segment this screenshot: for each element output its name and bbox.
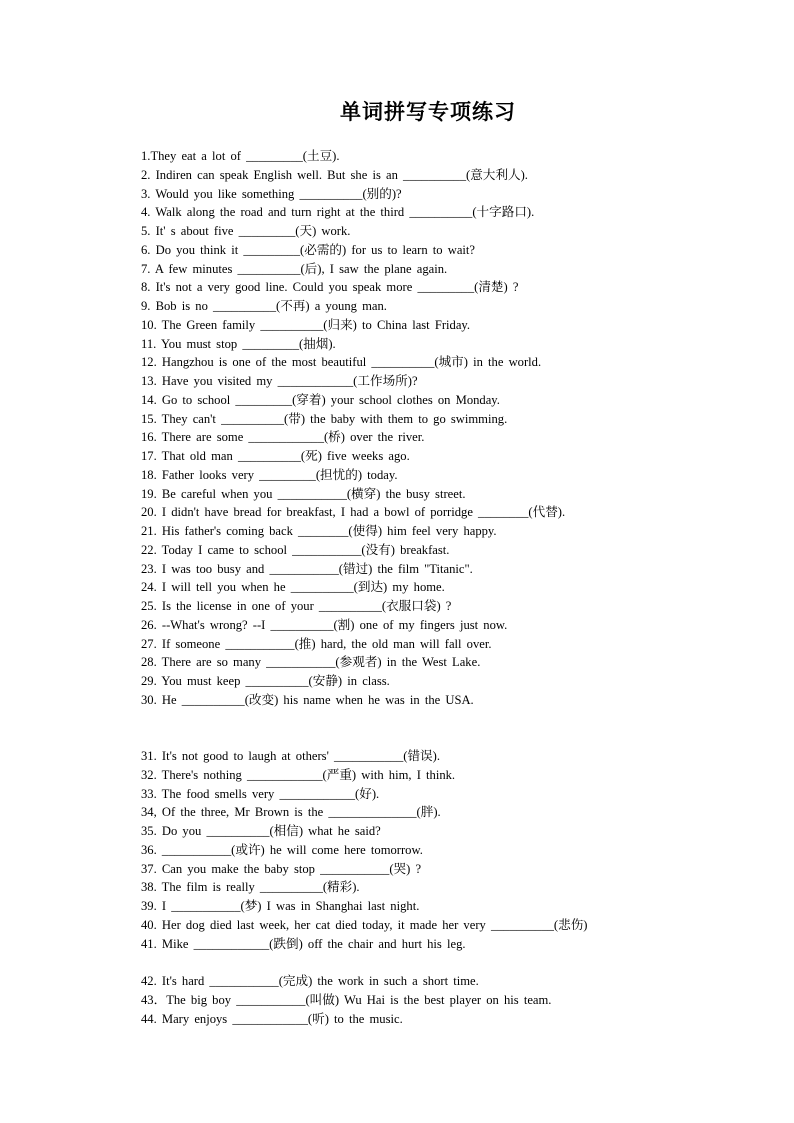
exercise-item-14: 14. Go to school _________(穿着) your school clothes on Monday. <box>141 392 500 407</box>
exercise-item-28: 28. There are so many ___________(参观者) in the West Lake. <box>141 655 481 670</box>
exercise-item-43: 43．The big boy ___________(叫做) Wu Hai is the best player on his team. <box>141 993 552 1007</box>
exercise-item-34: 34, Of the three, Mr Brown is the ______________(胖). <box>141 805 441 820</box>
exercise-item-38: 38. The film is really __________(精彩). <box>141 880 360 895</box>
exercise-item-17: 17. That old man __________(死) five weeks ago. <box>141 449 410 463</box>
exercise-item-18: 18. Father looks very _________(担忧的) today. <box>141 467 398 482</box>
exercise-item-31: 31. It's not good to laugh at others' ___________(错误). <box>141 749 440 763</box>
exercise-item-30: 30. He __________(改变) his name when he was in the USA. <box>141 692 474 707</box>
exercise-item-9: 9. Bob is no __________(不再) a young man. <box>141 299 387 313</box>
exercise-item-4: 4. Walk along the road and turn right at the third __________(十字路口). <box>141 205 535 220</box>
exercise-item-6: 6. Do you think it _________(必需的) for us to learn to wait? <box>141 242 476 257</box>
exercise-item-25: 25. Is the license in one of your __________(衣服口袋) ? <box>141 599 452 613</box>
exercise-item-20: 20. I didn't have bread for breakfast, I had a bowl of porridge ________(代替). <box>141 505 566 520</box>
section-spacer <box>141 953 681 972</box>
exercise-item-37: 37. Can you make the baby stop ___________(哭) ? <box>141 861 422 876</box>
exercise-item-8: 8. It's not a very good line. Could you speak more _________(清楚) ? <box>141 280 519 295</box>
exercise-item-7: 7. A few minutes __________(后), I saw the plane again. <box>141 261 448 276</box>
exercise-item-33: 33. The food smells very ____________(好). <box>141 786 380 801</box>
exercise-item-27: 27. If someone ___________(推) hard, the old man will fall over. <box>141 636 492 651</box>
exercise-item-11: 11. You must stop _________(抽烟). <box>141 336 336 351</box>
exercise-item-16: 16. There are some ____________(桥) over the river. <box>141 430 425 445</box>
exercise-item-21: 21. His father's coming back ________(使得) him feel very happy. <box>141 524 497 538</box>
exercise-list <box>141 147 681 1029</box>
exercise-item-10: 10. The Green family __________(归来) to China last Friday. <box>141 317 471 332</box>
section-spacer <box>141 710 681 748</box>
exercise-item-44: 44. Mary enjoys ____________(听) to the music. <box>141 1011 403 1026</box>
exercise-item-1: 1.They eat a lot of _________(土豆). <box>141 149 340 163</box>
page-title: 单词拼写专项练习 <box>340 99 516 124</box>
exercise-item-41: 41. Mike ____________(跌倒) off the chair and hurt his leg. <box>141 936 466 951</box>
exercise-item-40: 40. Her dog died last week, her cat died today, it made her very __________(悲伤) <box>141 917 588 932</box>
exercise-item-19: 19. Be careful when you ___________(横穿) the busy street. <box>141 486 466 501</box>
exercise-item-39: 39. I ___________(梦) I was in Shanghai last night. <box>141 899 420 913</box>
exercise-item-12: 12. Hangzhou is one of the most beautiful __________(城市) in the world. <box>141 355 542 370</box>
exercise-item-32: 32. There's nothing ____________(严重) with him, I think. <box>141 767 456 782</box>
exercise-item-35: 35. Do you __________(相信) what he said? <box>141 824 381 838</box>
exercise-item-2: 2. Indiren can speak English well. But she is an __________(意大利人). <box>141 167 528 182</box>
exercise-item-5: 5. It' s about five _________(天) work. <box>141 224 351 238</box>
exercise-item-24: 24. I will tell you when he __________(到达) my home. <box>141 580 445 595</box>
exercise-item-3: 3. Would you like something __________(别的)? <box>141 186 402 201</box>
exercise-item-26: 26. --What's wrong? --I __________(割) one of my fingers just now. <box>141 617 508 632</box>
exercise-item-23: 23. I was too busy and ___________(错过) the film "Titanic". <box>141 561 473 576</box>
exercise-item-36: 36. ___________(或许) he will come here tomorrow. <box>141 842 423 857</box>
exercise-item-15: 15. They can't __________(带) the baby with them to go swimming. <box>141 411 508 426</box>
exercise-item-42: 42. It's hard ___________(完成) the work in such a short time. <box>141 974 479 989</box>
exercise-item-13: 13. Have you visited my ____________(工作场所)? <box>141 374 418 388</box>
exercise-item-29: 29. You must keep __________(安静) in class. <box>141 674 390 688</box>
exercise-item-22: 22. Today I came to school ___________(没有) breakfast. <box>141 542 450 557</box>
